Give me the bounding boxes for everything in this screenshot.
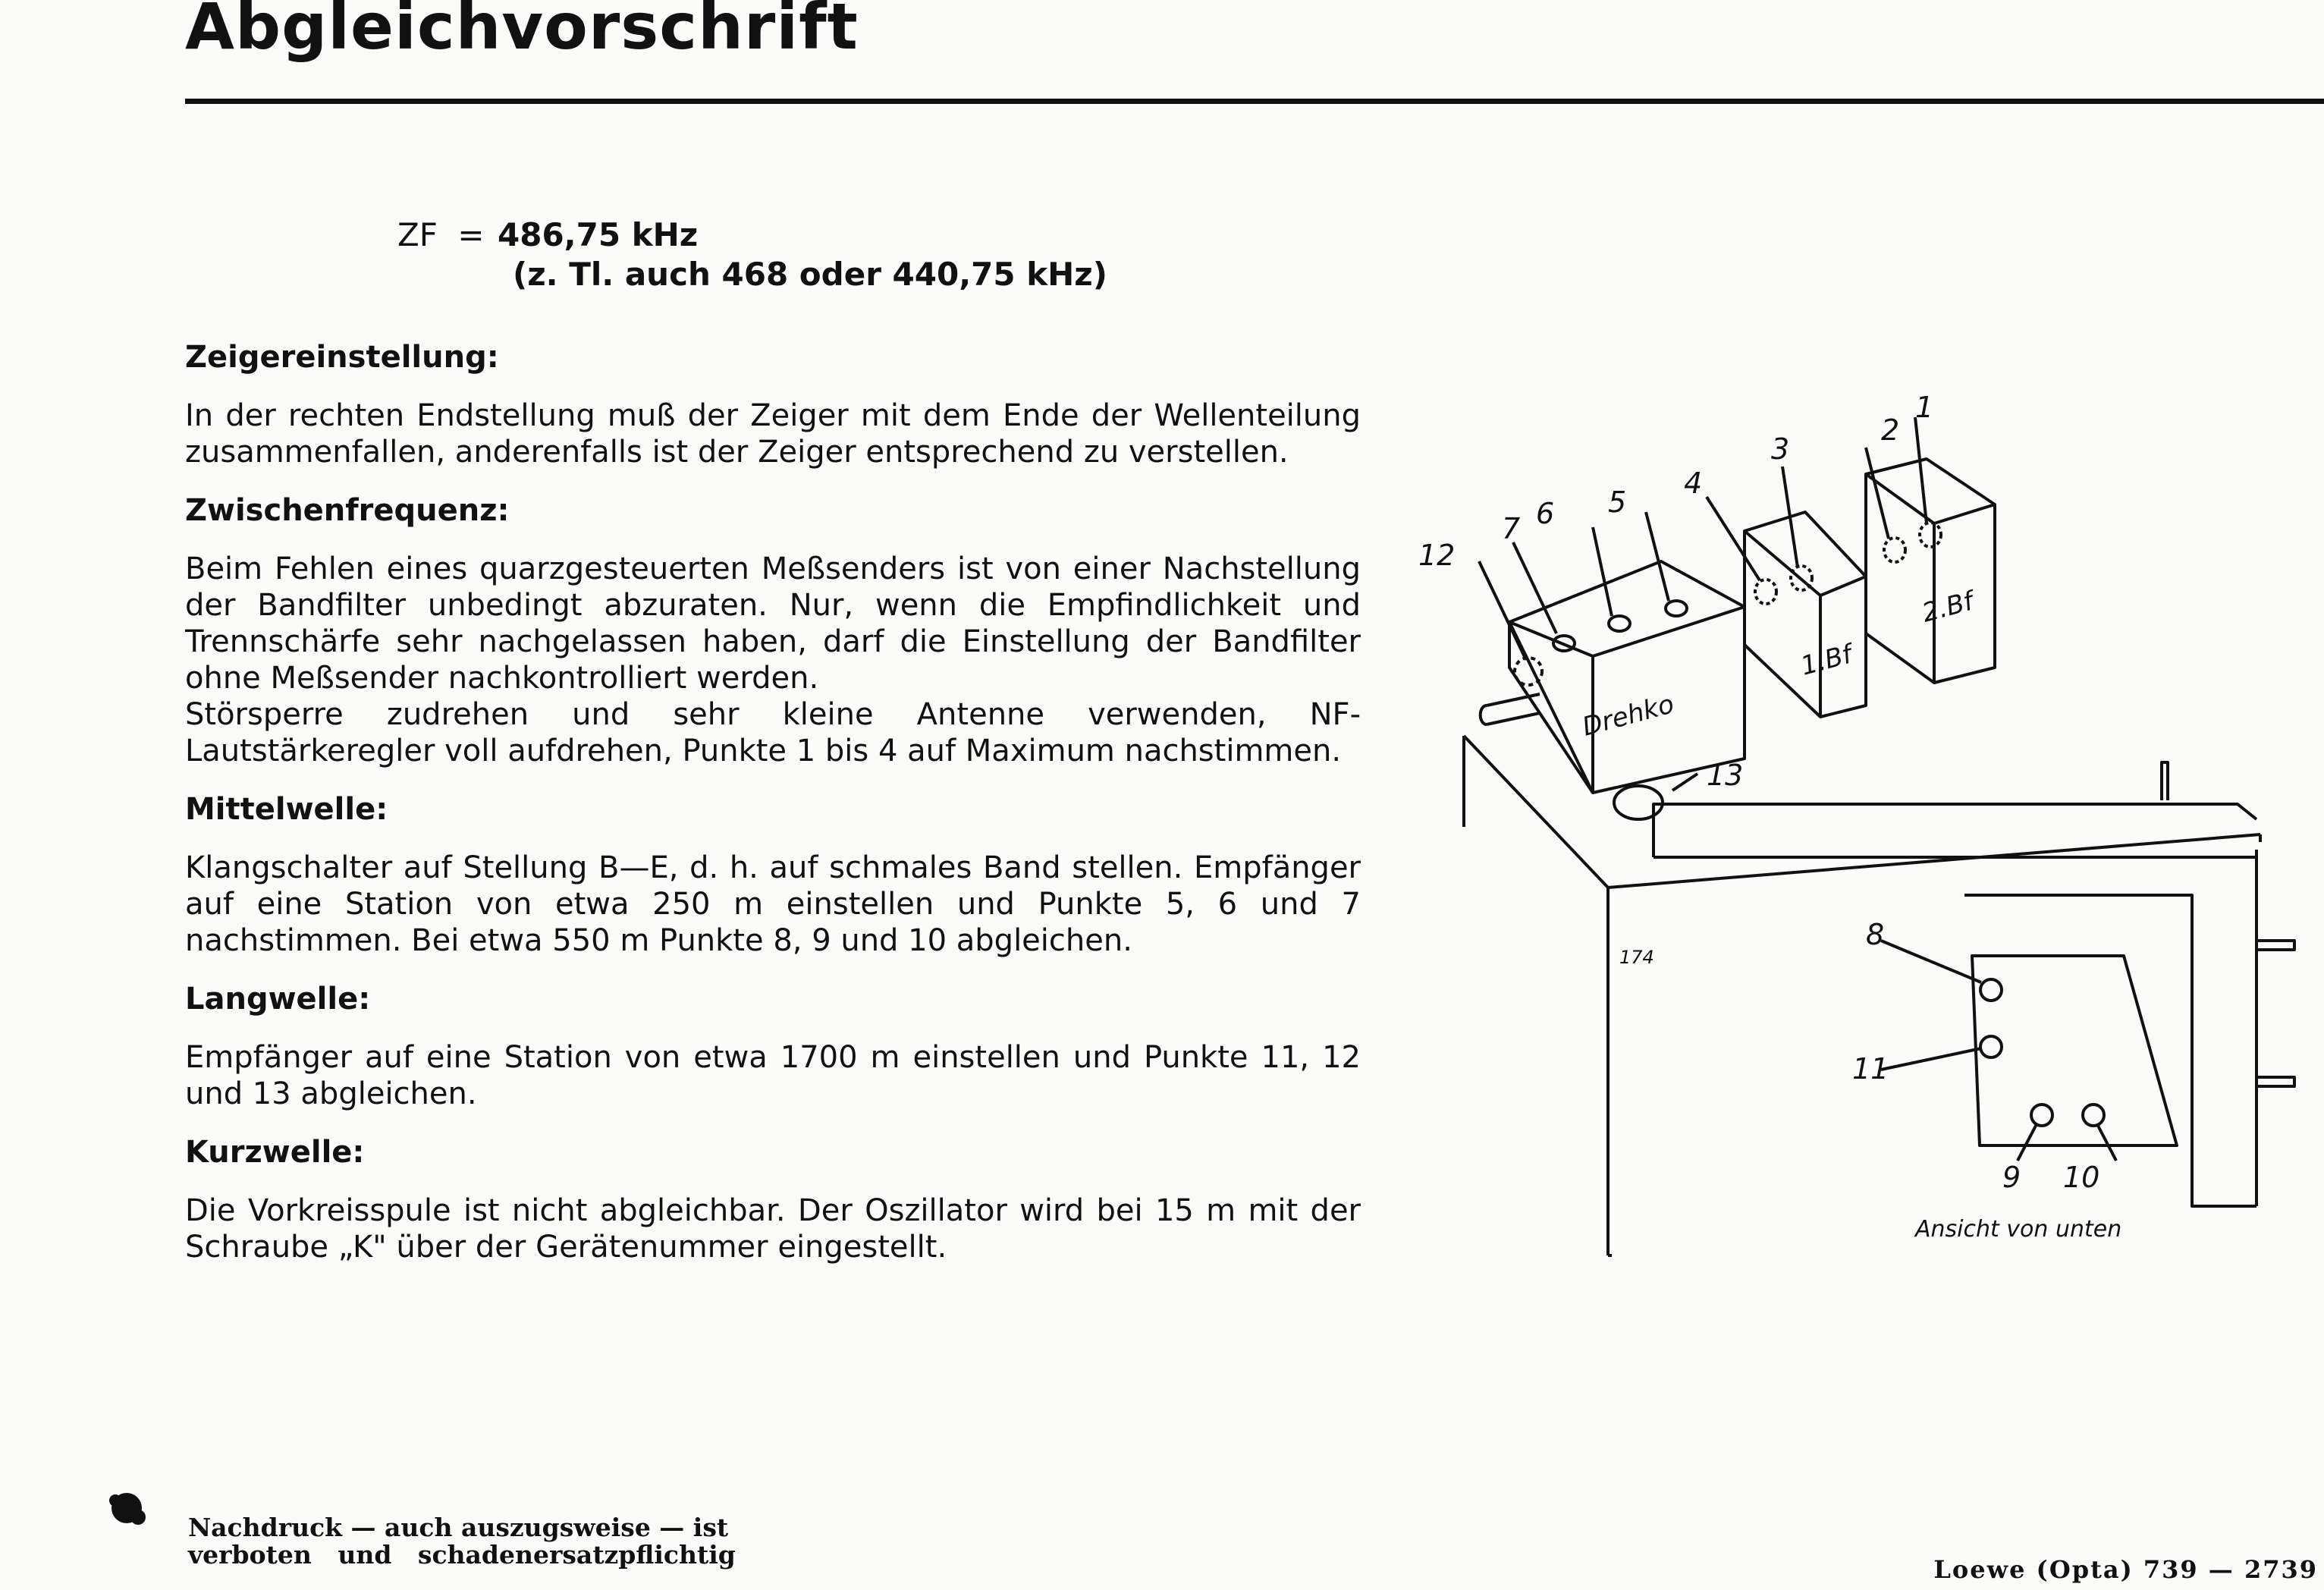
figure-number: 174 — [1619, 947, 1654, 968]
hole-1 — [1920, 523, 1941, 547]
section-text: Empfänger auf eine Station von etwa 1700 m einstellen und Punkte 11, 12 und 13 abgleichen. — [185, 1040, 1361, 1111]
label-6: 6 — [1536, 497, 1555, 530]
alignment-diagram-svg — [1350, 379, 2324, 1290]
hole-9 — [2031, 1105, 2052, 1126]
section-heading: Langwelle: — [185, 982, 371, 1017]
bottom-view-inner — [1964, 895, 2256, 1206]
label-bf2: 2.Bf — [1918, 586, 1977, 629]
label-13: 13 — [1707, 759, 1744, 792]
label-4: 4 — [1684, 467, 1703, 500]
zf-note: (z. Tl. auch 468 oder 440,75 kHz) — [513, 256, 1107, 293]
hole-8 — [1980, 979, 2002, 1001]
leader-lines — [1479, 417, 1927, 790]
label-7: 7 — [1502, 512, 1521, 545]
page-title: Abgleichvorschrift — [185, 0, 859, 64]
label-2: 2 — [1881, 413, 1900, 447]
chassis-front — [1608, 888, 1612, 1255]
section-mittelwelle — [185, 792, 1361, 959]
title-rule — [185, 99, 2324, 104]
reprint-notice-line1: Nachdruck — auch auszugsweise — ist — [188, 1513, 729, 1542]
hole-11 — [1980, 1036, 2002, 1057]
section-text: Beim Fehlen eines quarzgesteuerten Meßsenders ist von einer Nachstellung der Bandfilter unbedingt abzuraten. Nur, wenn die Empfindlichkeit und Trennschärfe sehr nachgelassen haben, darf die Einstellung der Bandfilter ohne Meßsender nachkontrolliert werden. — [185, 551, 1361, 696]
section-text: In der rechten Endstellung muß der Zeiger mit dem Ende der Wellenteilung zusammenfallen, anderenfalls ist der Zeiger entsprechend zu verstellen. — [185, 398, 1361, 470]
zf-equals: = — [457, 216, 485, 253]
section-heading: Zwischenfrequenz: — [185, 493, 510, 528]
label-bf1: 1.Bf — [1797, 639, 1855, 682]
bf2-box — [1866, 459, 1995, 683]
label-10: 10 — [2063, 1161, 2100, 1194]
zf-label: ZF — [397, 216, 438, 253]
bf1-box — [1745, 512, 1866, 717]
section-heading: Mittelwelle: — [185, 792, 388, 827]
page-reference: Loewe (Opta) 739 — 2739 — [1933, 1555, 2318, 1584]
label-1: 1 — [1915, 391, 1934, 424]
section-kurzwelle — [185, 1135, 1361, 1265]
section-text: Klangschalter auf Stellung B—E, d. h. auf schmales Band stellen. Empfänger auf eine Station von etwa 250 m einstellen und Punkte 5, 6 und 7 nachstimmen. Bei etwa 550 m Punkte 8, 9 und 10 abgleichen. — [185, 850, 1361, 958]
instructions — [185, 340, 1361, 1288]
reprint-notice-line2: verboten und schadenersatzpflichtig — [188, 1540, 736, 1570]
bottom-view-plate — [1972, 956, 2177, 1145]
bottom-view-pins — [2162, 762, 2294, 1086]
bottom-view-caption: Ansicht von unten — [1915, 1216, 2122, 1243]
ink-stain — [93, 1479, 161, 1540]
hole-5 — [1666, 601, 1687, 616]
zf-block — [397, 215, 1107, 294]
label-12: 12 — [1418, 539, 1456, 572]
bottom-leader-lines — [1881, 941, 2116, 1161]
section-zeigereinstellung — [185, 340, 1361, 470]
label-11: 11 — [1852, 1052, 1889, 1086]
hole-2 — [1884, 538, 1905, 562]
zf-value: 486,75 kHz — [498, 216, 699, 253]
section-langwelle — [185, 982, 1361, 1112]
label-drehko: Drehko — [1578, 689, 1678, 743]
hole-4 — [1755, 580, 1776, 604]
reprint-notice — [188, 1514, 736, 1569]
alignment-diagram — [1350, 379, 2324, 1290]
section-text-continued: Störsperre zudrehen und sehr kleine Antenne verwenden, NF-Lautstärkeregler voll aufdrehen, Punkte 1 bis 4 auf Maximum nachstimmen. — [185, 697, 1361, 768]
label-3: 3 — [1771, 432, 1790, 466]
section-heading: Zeigereinstellung: — [185, 340, 499, 375]
section-text: Die Vorkreisspule ist nicht abgleichbar. Der Oszillator wird bei 15 m mit der Schraube „K" über der Gerätenummer eingestellt. — [185, 1193, 1361, 1265]
chassis-outline — [1464, 736, 2260, 1255]
label-8: 8 — [1866, 918, 1885, 951]
label-9: 9 — [2002, 1161, 2021, 1194]
section-zwischenfrequenz — [185, 493, 1361, 769]
hole-6 — [1609, 616, 1630, 631]
label-5: 5 — [1608, 485, 1627, 519]
hole-10 — [2083, 1105, 2104, 1126]
section-heading: Kurzwelle: — [185, 1135, 365, 1170]
